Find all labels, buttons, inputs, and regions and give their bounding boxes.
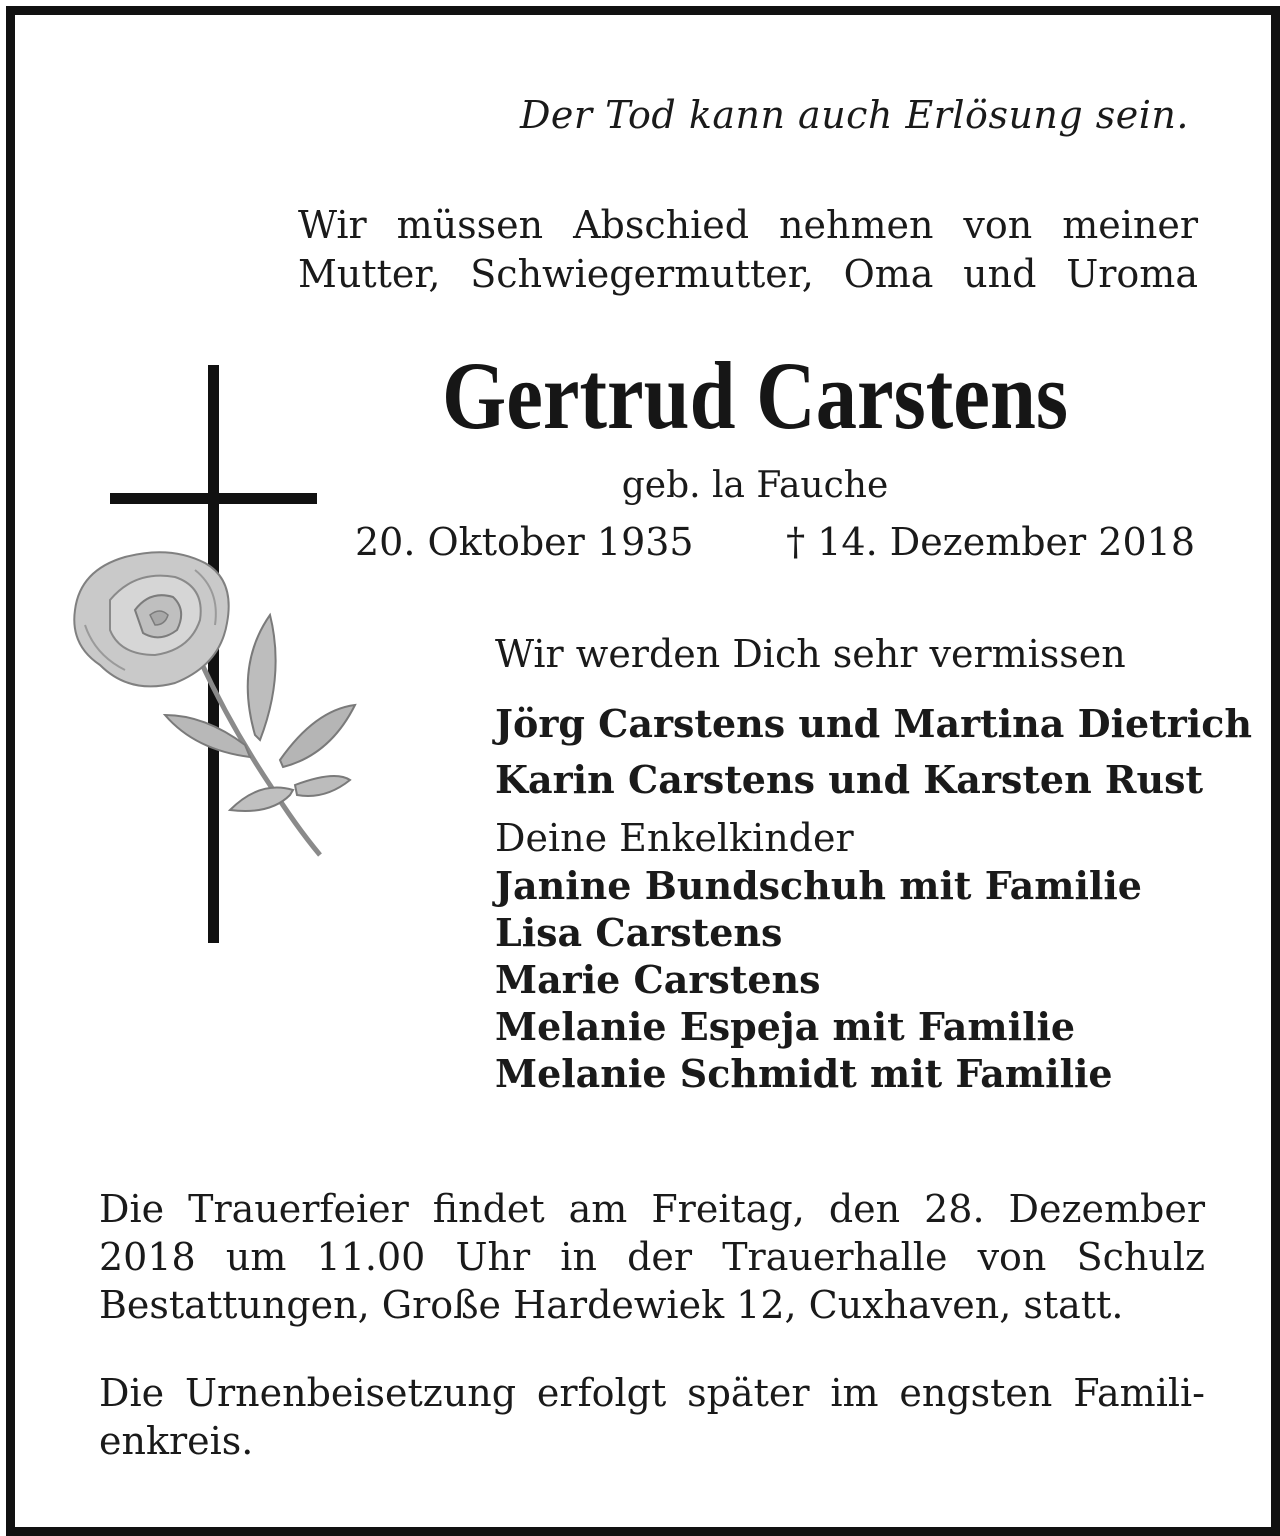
intro-line-1: Wir müssen Abschied nehmen von meiner	[298, 203, 1198, 247]
grandchild-1: Janine Bundschuh mit Familie	[495, 863, 1142, 908]
deceased-name: Gertrud Carstens	[442, 342, 1068, 449]
ceremony-line-3: Bestattungen, Große Hardewiek 12, Cuxhaven, statt.	[99, 1283, 1124, 1327]
mourner-line-2: Karin Carstens und Karsten Rust	[495, 757, 1204, 802]
grandchild-4: Melanie Espeja mit Familie	[495, 1004, 1076, 1049]
grandchild-5: Melanie Schmidt mit Familie	[495, 1051, 1113, 1096]
burial-line-1: Die Urnenbeisetzung erfolgt später im engsten Famili-	[99, 1371, 1205, 1415]
mourner-line-1: Jörg Carstens und Martina Dietrich	[495, 701, 1252, 746]
farewell-line: Wir werden Dich sehr vermissen	[495, 632, 1126, 676]
grandchildren-label: Deine Enkelkinder	[495, 816, 854, 860]
motto: Der Tod kann auch Erlösung sein.	[519, 93, 1189, 137]
obituary-frame	[6, 6, 1280, 1536]
grandchild-3: Marie Carstens	[495, 957, 821, 1002]
burial-notice	[99, 1369, 1205, 1465]
burial-line-2: enkreis.	[99, 1419, 254, 1463]
ceremony-notice	[99, 1185, 1205, 1329]
birth-date: 20. Oktober 1935	[355, 520, 694, 564]
ceremony-line-1: Die Trauerfeier findet am Freitag, den 28. Dezember	[99, 1187, 1205, 1231]
intro-text	[298, 201, 1198, 299]
maiden-name: geb. la Fauche	[621, 465, 889, 506]
grandchild-2: Lisa Carstens	[495, 910, 783, 955]
death-date: † 14. Dezember 2018	[786, 520, 1195, 564]
ceremony-line-2: 2018 um 11.00 Uhr in der Trauerhalle von Schulz	[99, 1235, 1205, 1279]
cross-with-rose-icon	[55, 365, 375, 965]
intro-line-2: Mutter, Schwiegermutter, Oma und Uroma	[298, 252, 1198, 296]
